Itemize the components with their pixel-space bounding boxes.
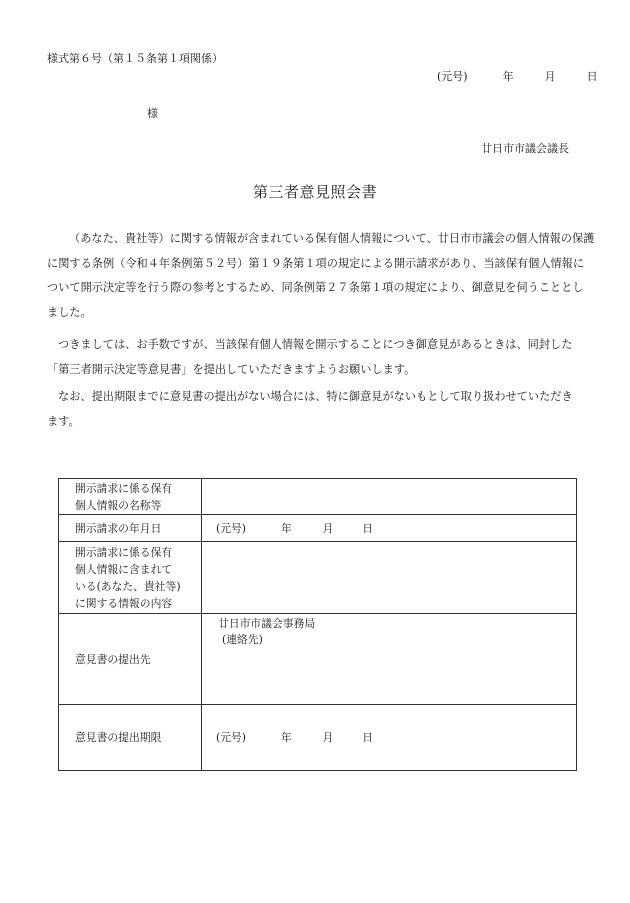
body-paragraph-2 (47, 333, 587, 382)
label-line: に関する情報の内容 (75, 596, 173, 610)
date-month: 月 (322, 731, 334, 744)
label-line: いる(あなた、貴社等) (75, 579, 181, 593)
table-label (59, 705, 202, 771)
request-name-field[interactable] (202, 479, 577, 515)
date-year: 年 (280, 521, 292, 535)
submit-to-field[interactable] (202, 614, 577, 705)
office-name: 廿日市市議会事務局 (218, 617, 316, 630)
table-row-info-content (59, 542, 577, 614)
paragraph-line: に関する条例（令和４年条例第５２号）第１９条第１項の規定による開示請求があり、当該保有個人情報に (47, 256, 585, 270)
sender-name: 廿日市市議会議長 (481, 142, 569, 155)
table-label (59, 515, 202, 542)
contact-label: (連絡先) (222, 633, 263, 646)
information-table (58, 478, 577, 771)
body-paragraph-1 (47, 227, 595, 325)
date-era: (元号) (216, 521, 247, 535)
label-line: 開示請求の年月日 (75, 521, 162, 535)
date-day: 日 (586, 70, 598, 83)
request-date-field[interactable] (202, 515, 577, 542)
table-label (59, 542, 202, 614)
date-era: (元号) (437, 70, 468, 83)
info-content-field[interactable] (202, 542, 577, 614)
label-line: 意見書の提出期限 (75, 731, 162, 744)
table-row-request-date (59, 515, 577, 542)
paragraph-line: ました。 (47, 305, 92, 319)
paragraph-line: ます。 (47, 414, 80, 428)
addressee-suffix: 様 (147, 107, 158, 120)
table-row-deadline (59, 705, 577, 771)
table-label (59, 479, 202, 515)
deadline-date-field[interactable] (202, 705, 577, 771)
label-line: 開示請求に係る保有 (75, 545, 173, 559)
paragraph-line: なお、提出期限までに意見書の提出がない場合には、特に御意見がないもとして取り扱わせていただき (58, 390, 573, 403)
date-month: 月 (544, 70, 556, 83)
date-era: (元号) (216, 731, 247, 744)
document-title: 第三者意見照会書 (252, 183, 377, 201)
form-number-label: 様式第６号（第１５条第１項関係） (47, 52, 223, 65)
label-line: 意見書の提出先 (75, 652, 151, 666)
paragraph-line: ついて開示決定等を行う際の参考とするため、同条例第２７条第１項の規定により、御意見を伺うこととし (47, 281, 584, 294)
paragraph-line: 「第三者開示決定等意見書」を提出していただきますようお願いします。 (47, 362, 416, 376)
label-line: 個人情報に含まれて (75, 562, 173, 576)
body-paragraph-3 (47, 385, 587, 434)
table-row-request-name (59, 479, 577, 515)
date-month: 月 (322, 521, 334, 535)
date-year: 年 (280, 731, 292, 744)
issue-date (437, 68, 598, 84)
table-label (59, 614, 202, 705)
paragraph-line: （あなた、貴社等）に関する情報が含まれている保有個人情報について、廿日市市議会の個人情報の保護 (69, 232, 595, 245)
label-line: 個人情報の名称等 (75, 498, 162, 512)
label-line: 開示請求に係る保有 (75, 481, 173, 495)
date-year: 年 (502, 70, 514, 83)
date-day: 日 (362, 731, 374, 744)
date-day: 日 (362, 521, 374, 535)
paragraph-line: つきましては、お手数ですが、当該保有個人情報を開示することにつき御意見があるときは、同封した (58, 338, 573, 351)
table-row-submit-to (59, 614, 577, 705)
